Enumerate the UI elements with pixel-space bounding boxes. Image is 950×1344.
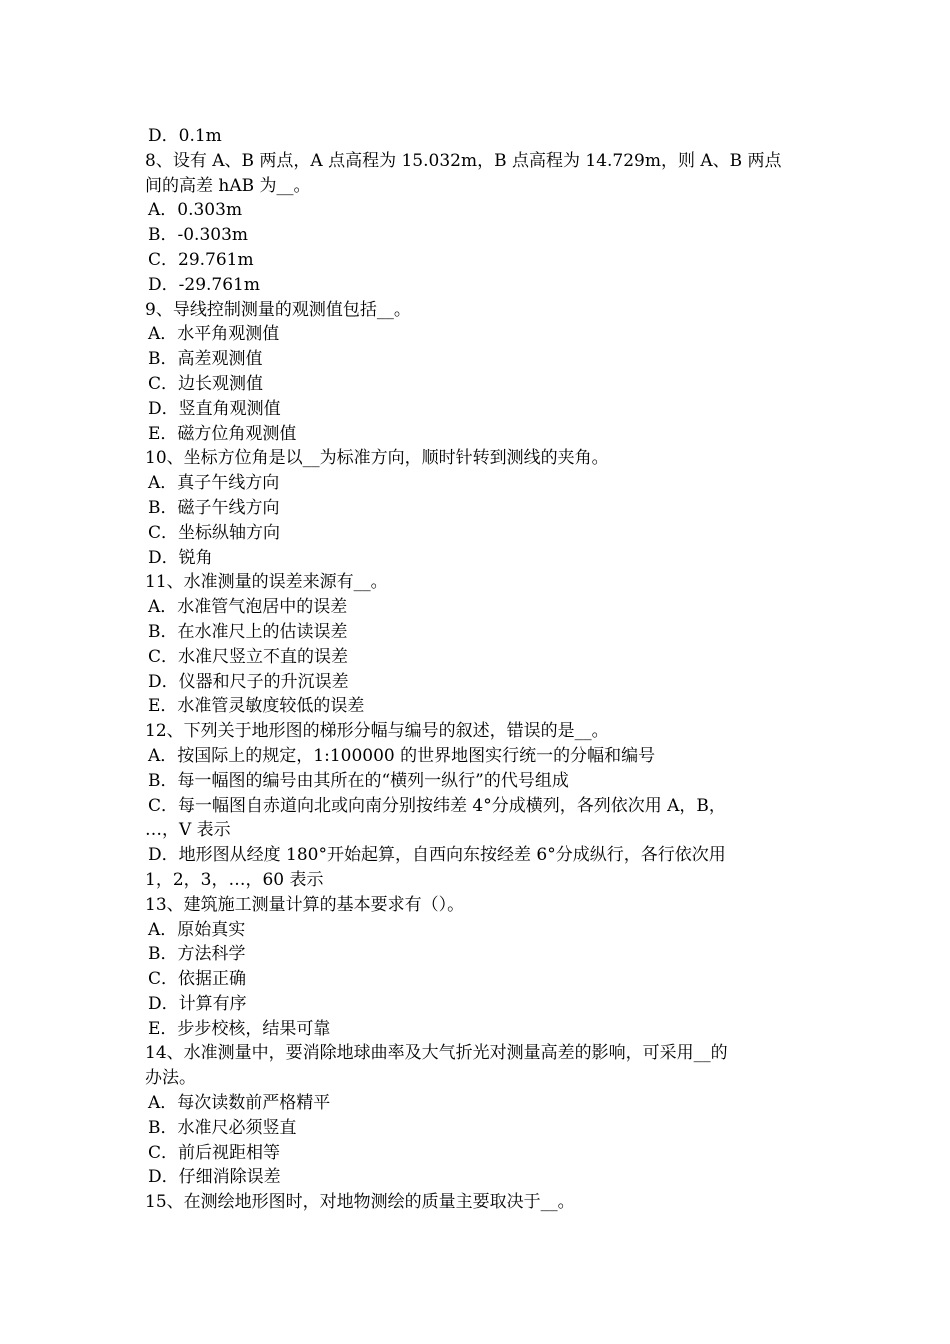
answer-option: A．每次读数前严格精平 — [148, 1093, 331, 1114]
answer-option: B．在水准尺上的估读误差 — [148, 621, 348, 642]
question-text: 9、导线控制测量的观测值包括__。 — [145, 299, 411, 320]
question-text: 15、在测绘地形图时，对地物测绘的质量主要取决于__。 — [145, 1192, 575, 1213]
answer-option: D．竖直角观测值 — [148, 398, 281, 419]
answer-option: C．前后视距相等 — [148, 1142, 281, 1163]
question-text: 12、下列关于地形图的梯形分幅与编号的叙述，错误的是__。 — [145, 721, 609, 742]
answer-option: A．水准管气泡居中的误差 — [148, 597, 348, 618]
question-text: 14、水准测量中，要消除地球曲率及大气折光对测量高差的影响，可采用__的 — [145, 1043, 728, 1064]
answer-option: C．依据正确 — [148, 969, 247, 990]
answer-option: D．计算有序 — [148, 993, 247, 1014]
question-text: 间的高差 hAB 为__。 — [145, 175, 311, 196]
answer-option: E．磁方位角观测值 — [148, 423, 297, 444]
answer-option: C．每一幅图自赤道向北或向南分别按纬差 4°分成横列，各列依次用 A，B， — [148, 795, 726, 816]
question-text: 13、建筑施工测量计算的基本要求有（）。 — [145, 894, 465, 915]
answer-option: A．水平角观测值 — [148, 324, 280, 345]
answer-option: D．地形图从经度 180°开始起算，自西向东按经差 6°分成纵行，各行依次用 — [148, 845, 726, 866]
answer-option: A．真子午线方向 — [148, 473, 280, 494]
question-text: …，V 表示 — [145, 820, 231, 841]
answer-option: C．坐标纵轴方向 — [148, 522, 281, 543]
answer-option: D．仔细消除误差 — [148, 1167, 281, 1188]
answer-option: C．边长观测值 — [148, 373, 264, 394]
answer-option: C．水准尺竖立不直的误差 — [148, 646, 349, 667]
question-text: 1，2，3，…，60 表示 — [145, 869, 324, 890]
answer-option: D．锐角 — [148, 547, 213, 568]
question-text: 11、水准测量的误差来源有__。 — [145, 572, 388, 593]
answer-option: B．每一幅图的编号由其所在的“横列一纵行”的代号组成 — [148, 770, 569, 791]
answer-option: A．0.303m — [148, 200, 243, 221]
question-text: 8、设有 A、B 两点，A 点高程为 15.032m，B 点高程为 14.729m，则 A、B 两点 — [145, 150, 782, 171]
answer-option: B．水准尺必须竖直 — [148, 1117, 297, 1138]
answer-option: D．-29.761m — [148, 274, 260, 295]
answer-option: B．磁子午线方向 — [148, 497, 280, 518]
answer-option: D．0.1m — [148, 126, 222, 146]
answer-option: C．29.761m — [148, 249, 254, 270]
document-page — [145, 124, 815, 1215]
answer-option: D．仪器和尺子的升沉误差 — [148, 671, 349, 692]
answer-option: A．原始真实 — [148, 919, 246, 940]
answer-option: E．水准管灵敏度较低的误差 — [148, 696, 365, 717]
question-text: 办法。 — [145, 1068, 196, 1089]
answer-option: B．高差观测值 — [148, 349, 263, 370]
question-text: 10、坐标方位角是以__为标准方向，顺时针转到测线的夹角。 — [145, 448, 609, 469]
answer-option: A．按国际上的规定，1:100000 的世界地图实行统一的分幅和编号 — [148, 745, 656, 766]
answer-option: B．方法科学 — [148, 944, 246, 965]
answer-option: B．-0.303m — [148, 225, 249, 246]
answer-option: E．步步校核，结果可靠 — [148, 1018, 331, 1039]
